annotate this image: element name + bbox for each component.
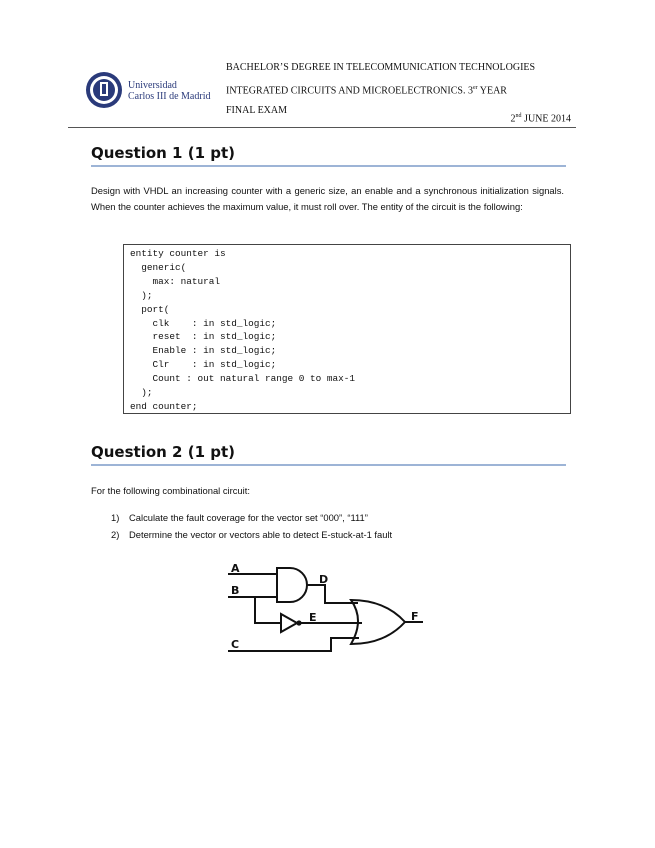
combinational-circuit [225,560,435,660]
course-line: INTEGRATED CIRCUITS AND MICROELECTRONICS. 3er YEAR [226,85,507,97]
label-d: D [319,573,329,586]
exam-type-line: FINAL EXAM [226,105,288,117]
label-f: F [411,610,419,623]
degree-line: BACHELOR’S DEGREE IN TELECOMMUNICATION TECHNOLOGIES [226,62,536,73]
question1-text: Design with VHDL an increasing counter with a generic size, an enable and a synchronous initialization signals. When the counter achieves the maximum value, it must roll over. The entity of the circuit is the following: [91,185,564,212]
label-e: E [309,611,317,624]
vhdl-code: entity counter is generic( max: natural ); port( clk : in std_logic; reset : in std_logic; Enable : in std_logic; Clr : in std_logic; Count : out natural range 0 to max-1 ); end counter; [130,248,356,412]
wire-c [228,638,359,651]
question1-title: Question 1 (1 pt) [91,144,235,162]
question2-intro: For the following combinational circuit: [91,485,250,496]
vhdl-code-box [123,244,571,414]
question2-title: Question 2 (1 pt) [91,443,235,461]
question1-divider [91,165,566,167]
question2-list [111,509,392,543]
question2-divider [91,464,566,466]
label-b: B [231,584,240,597]
university-name: Universidad Carlos III de Madrid [128,80,211,102]
exam-date: 2nd JUNE 2014 [510,113,571,125]
header-divider [68,127,576,128]
list-item: 2) Determine the vector or vectors able to detect E-stuck-at-1 fault [111,529,393,540]
label-c: C [231,638,240,651]
exam-header [226,58,535,121]
not-gate [281,614,297,632]
list-item: 1) Calculate the fault coverage for the vector set “000”, “111” [111,512,368,523]
and-gate [277,568,307,602]
label-a: A [231,562,240,575]
inverter-bubble [296,620,301,625]
